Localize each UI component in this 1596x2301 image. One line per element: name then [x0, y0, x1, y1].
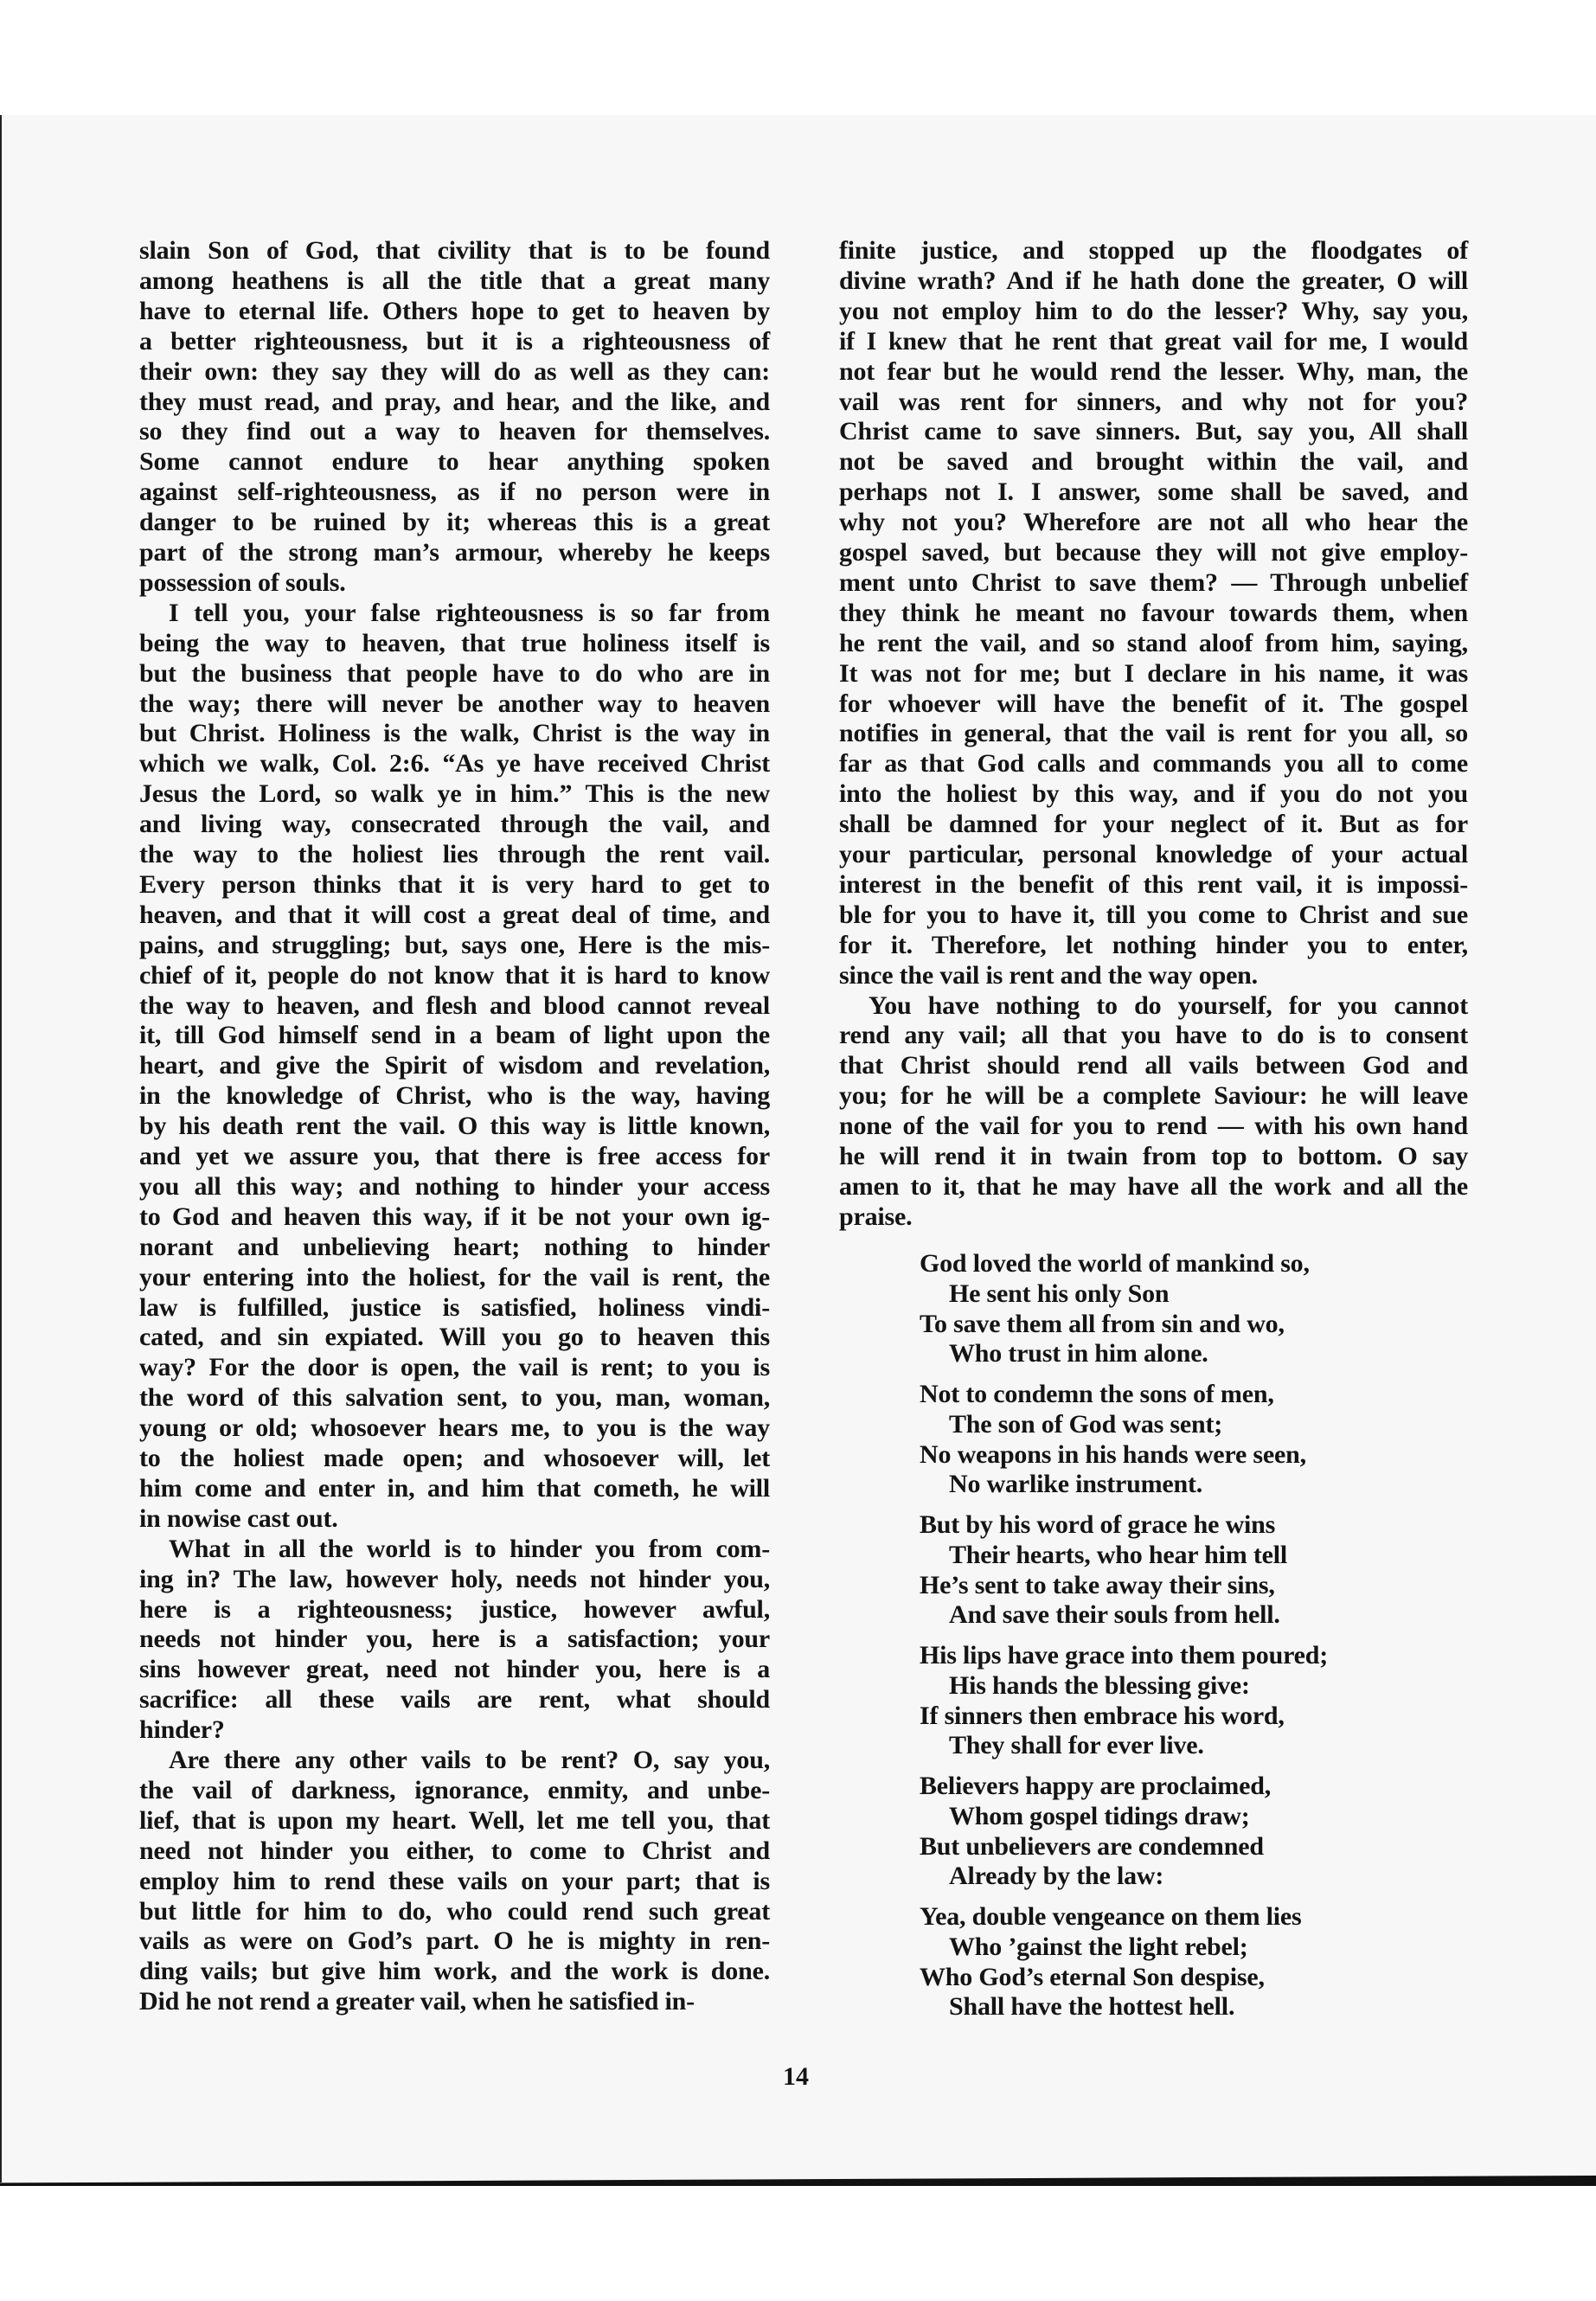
text-line: for whoever will have the benefit of it. The gospel	[839, 689, 1468, 718]
text-line: not be saved and brought within the vail, and	[839, 447, 1468, 477]
text-line: by his death rent the vail. O this way is little known,	[139, 1112, 770, 1141]
text-line: praise.	[839, 1202, 913, 1231]
text-line: they think he meant no favour towards them, when	[839, 598, 1468, 627]
text-line: they must read, and pray, and hear, and the like, and	[139, 387, 770, 416]
text-line: ment unto Christ to save them? — Through unbelief	[839, 567, 1468, 597]
poem-line: Whom gospel tidings draw;	[949, 1801, 1250, 1830]
poem-line: They shall for ever live.	[949, 1731, 1204, 1760]
text-line: lief, that is upon my heart. Well, let me tell you, that	[139, 1805, 770, 1835]
poem-line: Who God’s eternal Son despise,	[920, 1962, 1265, 1991]
poem-line: No warlike instrument.	[949, 1470, 1203, 1499]
text-line: but the business that people have to do who are in	[139, 658, 770, 688]
poem-line: Who trust in him alone.	[949, 1339, 1208, 1368]
text-line: here is a righteousness; justice, however awful,	[139, 1594, 770, 1624]
text-line: You have nothing to do yourself, for you cannot	[869, 990, 1468, 1020]
text-line: employ him to rend these vails on your part; that is	[139, 1866, 770, 1895]
text-line: since the vail is rent and the way open.	[839, 960, 1258, 990]
text-line: into the holiest by this way, and if you do not you	[839, 779, 1468, 809]
text-line: against self-righteousness, as if no person were in	[139, 478, 770, 507]
text-line: finite justice, and stopped up the floodgates of	[839, 236, 1468, 265]
text-line: so they find out a way to heaven for themselves.	[139, 417, 770, 446]
text-line: slain Son of God, that civility that is to be found	[139, 236, 770, 265]
text-line: which we walk, Col. 2:6. “As ye have received Christ	[139, 749, 770, 779]
text-line: you all this way; and nothing to hinder your access	[139, 1171, 770, 1201]
text-line: Every person thinks that it is very hard to get to	[139, 869, 770, 899]
text-line: in the knowledge of Christ, who is the way, having	[139, 1081, 770, 1111]
text-line: gospel saved, but because they will not give employ-	[839, 538, 1468, 567]
poem-line: But by his word of grace he wins	[920, 1509, 1276, 1539]
text-line: cated, and sin expiated. Will you go to heaven this	[139, 1323, 770, 1352]
text-line: your particular, personal knowledge of your actual	[839, 840, 1468, 868]
text-line: Are there any other vails to be rent? O, say you,	[169, 1746, 770, 1774]
poem-line: But unbelievers are condemned	[920, 1831, 1264, 1861]
text-line: it, till God himself send in a beam of light upon the	[139, 1021, 770, 1050]
text-line: have to eternal life. Others hope to get to heaven by	[139, 296, 770, 325]
text-line: the way to heaven, and flesh and blood cannot reveal	[139, 990, 770, 1020]
text-line: Christ came to save sinners. But, say you, All shall	[839, 417, 1468, 446]
text-line: young or old; whosoever hears me, to you is the way	[139, 1413, 770, 1443]
text-line: him come and enter in, and him that cometh, he will	[139, 1473, 770, 1503]
poem-line: God loved the world of mankind so,	[920, 1248, 1310, 1278]
poem-line: His hands the blessing give:	[949, 1670, 1250, 1700]
text-line: vail was rent for sinners, and why not for you?	[839, 387, 1468, 416]
text-line: ble for you to have it, till you come to Christ and sue	[839, 900, 1468, 929]
text-line: ing in? The law, however holy, needs not hinder you,	[139, 1564, 770, 1593]
text-line: but little for him to do, who could rend such great	[139, 1896, 770, 1926]
text-line: why not you? Wherefore are not all who hear the	[839, 508, 1468, 537]
text-line: and living way, consecrated through the vail, and	[139, 810, 770, 839]
text-line: to the holiest made open; and whosoever will, let	[139, 1444, 770, 1472]
text-line: need not hinder you either, to come to Christ and	[139, 1836, 770, 1865]
poem-line: He’s sent to take away their sins,	[920, 1570, 1275, 1599]
text-line: What in all the world is to hinder you from com-	[169, 1534, 770, 1563]
text-line: ding vails; but give him work, and the work is done.	[139, 1957, 770, 1986]
text-line: among heathens is all the title that a great many	[139, 266, 770, 295]
text-line: for it. Therefore, let nothing hinder you to enter,	[839, 930, 1468, 959]
text-line: perhaps not I. I answer, some shall be saved, and	[839, 478, 1468, 507]
poem-line: The son of God was sent;	[949, 1409, 1223, 1439]
text-line: not fear but he would rend the lesser. Why, man, the	[839, 356, 1468, 386]
text-line: I tell you, your false righteousness is so far from	[169, 598, 770, 627]
text-line: a better righteousness, but it is a righteousness of	[139, 326, 770, 356]
text-line: interest in the benefit of this rent vail, it is impossi-	[839, 869, 1468, 899]
text-line: far as that God calls and commands you all to come	[839, 749, 1468, 779]
poem-line: And save their souls from hell.	[949, 1600, 1280, 1630]
text-line: shall be damned for your neglect of it. But as for	[839, 810, 1468, 839]
text-line: to God and heaven this way, if it be not your own ig-	[139, 1202, 770, 1231]
text-line: norant and unbelieving heart; nothing to hinder	[139, 1232, 770, 1261]
poem-line: His lips have grace into them poured;	[920, 1640, 1329, 1670]
text-line: heaven, and that it will cost a great deal of time, and	[139, 900, 770, 929]
text-line: if I knew that he rent that great vail for me, I would	[839, 326, 1468, 356]
page-number: 14	[783, 2062, 809, 2091]
text-line: needs not hinder you, here is a satisfaction; your	[139, 1625, 770, 1654]
text-line: he rent the vail, and so stand aloof from him, saying,	[839, 628, 1468, 657]
text-line: rend any vail; all that you have to do is to consent	[839, 1021, 1468, 1050]
poem-line: Not to condemn the sons of men,	[920, 1379, 1274, 1408]
poem-line: If sinners then embrace his word,	[920, 1701, 1285, 1730]
text-line: your entering into the holiest, for the vail is rent, the	[139, 1262, 770, 1292]
text-line: the way to the holiest lies through the rent vail.	[139, 840, 770, 868]
text-line: way? For the door is open, the vail is rent; to you is	[139, 1353, 770, 1382]
text-line: the way; there will never be another way to heaven	[139, 689, 770, 718]
poem-line: Yea, double vengeance on them lies	[920, 1901, 1302, 1931]
text-line: Some cannot endure to hear anything spoken	[139, 447, 770, 477]
text-line: he will rend it in twain from top to bottom. O say	[839, 1142, 1468, 1170]
text-line: none of the vail for you to rend — with his own hand	[839, 1112, 1468, 1141]
text-line: the word of this salvation sent, to you, man, woman,	[139, 1383, 770, 1413]
text-line: being the way to heaven, that true holiness itself is	[139, 628, 770, 657]
text-line: divine wrath? And if he hath done the greater, O will	[839, 266, 1468, 295]
text-line: sins however great, need not hinder you, here is a	[139, 1655, 770, 1684]
poem-line: Who ’gainst the light rebel;	[949, 1932, 1248, 1961]
text-line: amen to it, that he may have all the work and all the	[839, 1171, 1468, 1201]
text-line: but Christ. Holiness is the walk, Christ is the way in	[139, 719, 770, 748]
text-line: pains, and struggling; but, says one, Here is the mis-	[139, 930, 770, 959]
text-line: It was not for me; but I declare in his name, it was	[839, 658, 1468, 688]
text-line: sacrifice: all these vails are rent, what should	[139, 1685, 770, 1715]
poem-line: He sent his only Son	[949, 1279, 1170, 1308]
text-line: Jesus the Lord, so walk ye in him.” This is the new	[139, 779, 770, 809]
poem-line: Already by the law:	[949, 1862, 1164, 1891]
text-line: the vail of darkness, ignorance, enmity, and unbe-	[139, 1775, 770, 1804]
text-line: chief of it, people do not know that it is hard to know	[139, 960, 770, 990]
text-line: vails as were on God’s part. O he is mighty in ren-	[139, 1926, 770, 1956]
text-line: Did he not rend a greater vail, when he satisfied in-	[139, 1987, 695, 2016]
text-line: you; for he will be a complete Saviour: he will leave	[839, 1081, 1468, 1111]
text-line: in nowise cast out.	[139, 1503, 338, 1533]
text-line: possession of souls.	[139, 567, 346, 597]
text-line: that Christ should rend all vails between God and	[839, 1051, 1468, 1080]
text-line: hinder?	[139, 1715, 225, 1745]
text-line: heart, and give the Spirit of wisdom and revelation,	[139, 1051, 770, 1080]
poem-line: No weapons in his hands were seen,	[920, 1439, 1306, 1469]
poem-line: Their hearts, who hear him tell	[949, 1540, 1288, 1569]
poem-line: Believers happy are proclaimed,	[920, 1771, 1271, 1800]
text-line: their own: they say they will do as well as they can:	[139, 356, 770, 386]
text-line: danger to be ruined by it; whereas this is a great	[139, 508, 770, 537]
poem-line: To save them all from sin and wo,	[920, 1309, 1285, 1338]
text-line: part of the strong man’s armour, whereby he keeps	[139, 538, 770, 567]
text-line: law is fulfilled, justice is satisfied, holiness vindi-	[139, 1292, 770, 1322]
text-line: you not employ him to do the lesser? Why, say you,	[839, 296, 1468, 325]
poem-line: Shall have the hottest hell.	[949, 1992, 1235, 2022]
text-line: and yet we assure you, that there is free access for	[139, 1142, 770, 1170]
text-line: notifies in general, that the vail is rent for you all, so	[839, 719, 1468, 748]
